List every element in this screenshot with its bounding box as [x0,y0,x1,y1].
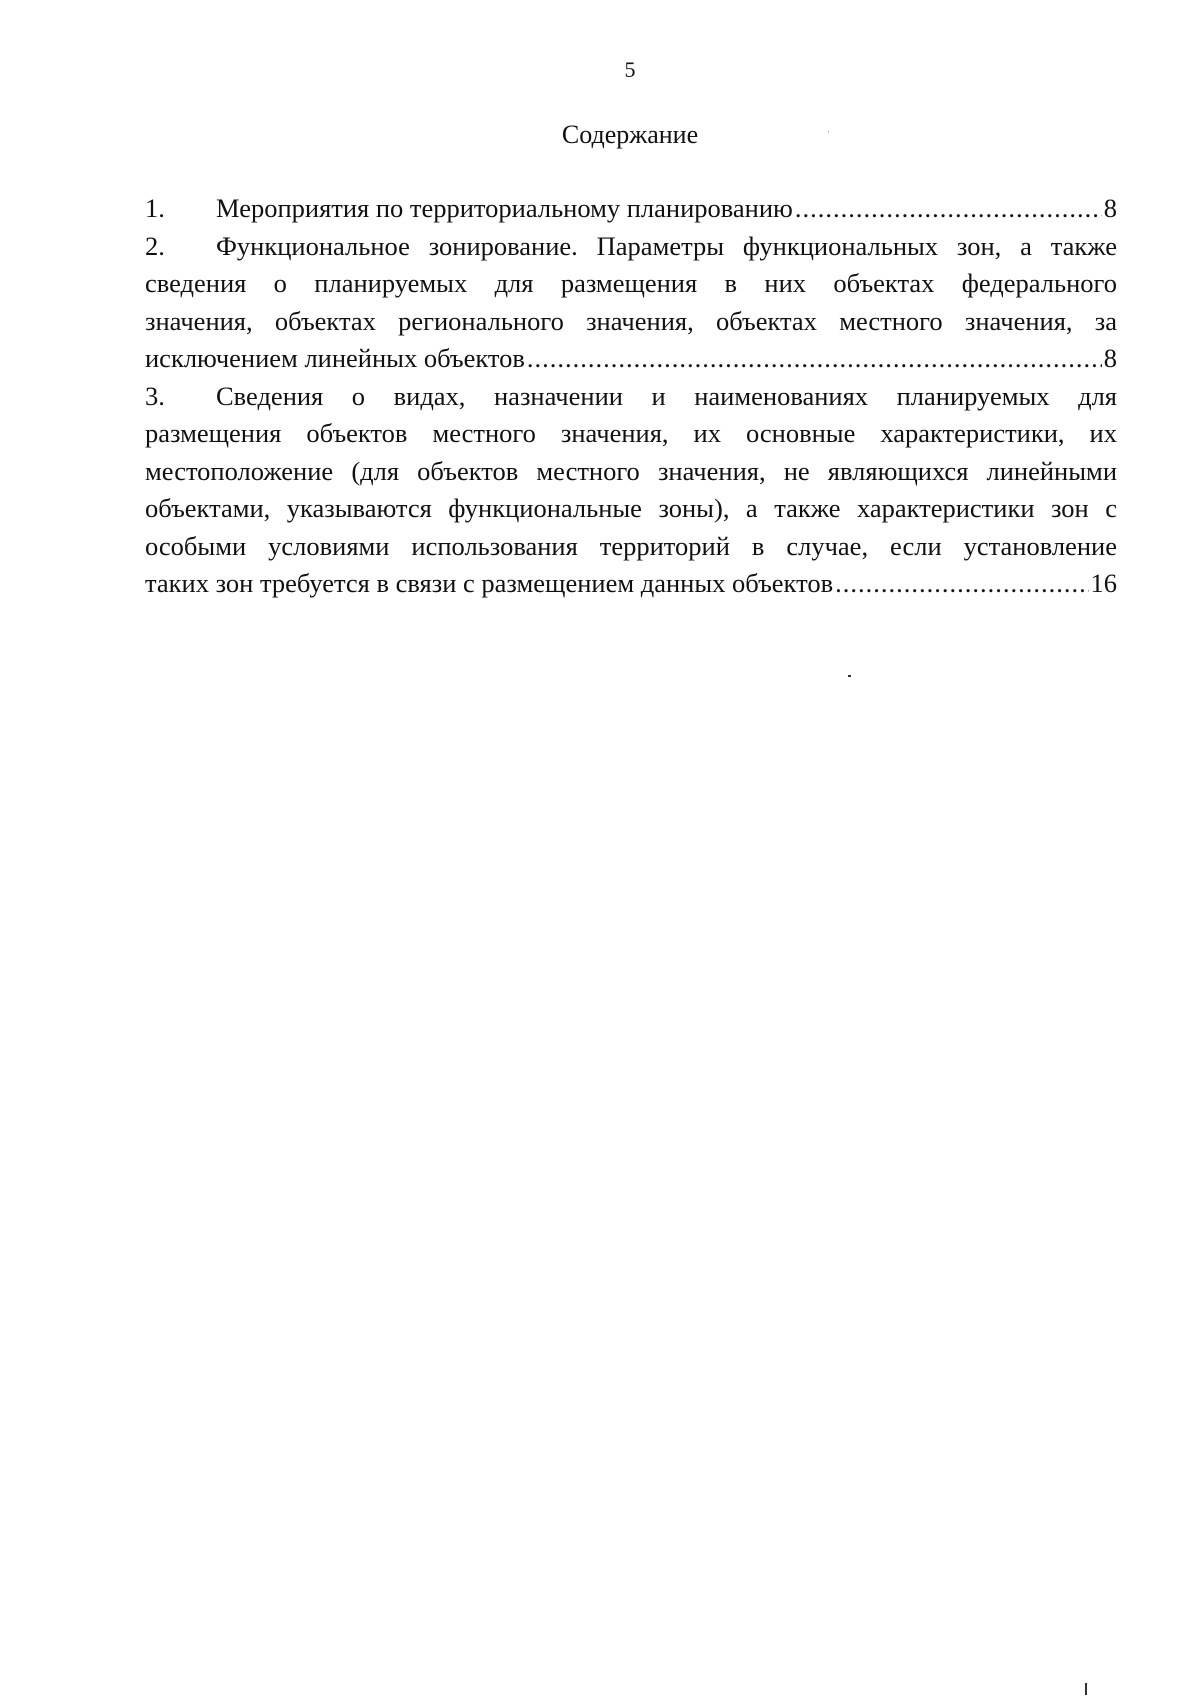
toc-entry-page: 8 [1103,343,1117,373]
toc-entry-line [145,228,1117,266]
toc-entry-1[interactable] [145,190,1117,228]
toc-entry-line: размещения объектов местного значения, их основные характеристики, их [145,418,1117,448]
toc-entry-line: особыми условиями использования территорий в случае, если установление [145,530,1117,561]
toc-entry-number: 3. [145,380,165,411]
toc-entry-title: Мероприятия по территориальному планированию [216,193,793,223]
toc-entry-line: сведения о планируемых для размещения в них объектах федерального [145,268,1117,298]
toc-entry-number: 1. [145,193,165,223]
toc-entry-number: 2. [145,230,165,261]
scan-speck [828,131,829,132]
dot-leader [527,340,1102,378]
toc-entry-text: таких зон требуется в связи с размещением данных объектов [145,568,834,598]
toc-entry-line [145,378,1117,416]
toc-entry-line: объектами, указываются функциональные зоны), а также характеристики зон с [145,493,1117,523]
scan-speck [848,675,851,677]
toc-entry-text: Функциональное зонирование. Параметры функциональных зон, а также [216,230,1117,261]
toc-entry-text: исключением линейных объектов [145,343,525,373]
toc-entry-page: 8 [1103,193,1117,223]
toc-entry-2[interactable] [145,228,1117,378]
dot-leader [795,190,1102,228]
toc-entry-last-line [145,340,1117,378]
page-number: 5 [624,57,636,82]
scan-speck [1085,1683,1087,1695]
toc-entry-text: Сведения о видах, назначении и наименованиях планируемых для [216,380,1117,411]
toc-entry-page: 16 [1090,568,1117,598]
toc-entry-3[interactable] [145,378,1117,603]
dot-leader [835,565,1088,603]
table-of-contents [145,190,1117,603]
toc-entry-line: местоположение (для объектов местного значения, не являющихся линейными [145,455,1117,486]
toc-entry-last-line [145,565,1117,603]
toc-entry-line: значения, объектах регионального значения, объектах местного значения, за [145,305,1117,336]
toc-heading: Содержание [561,120,699,149]
